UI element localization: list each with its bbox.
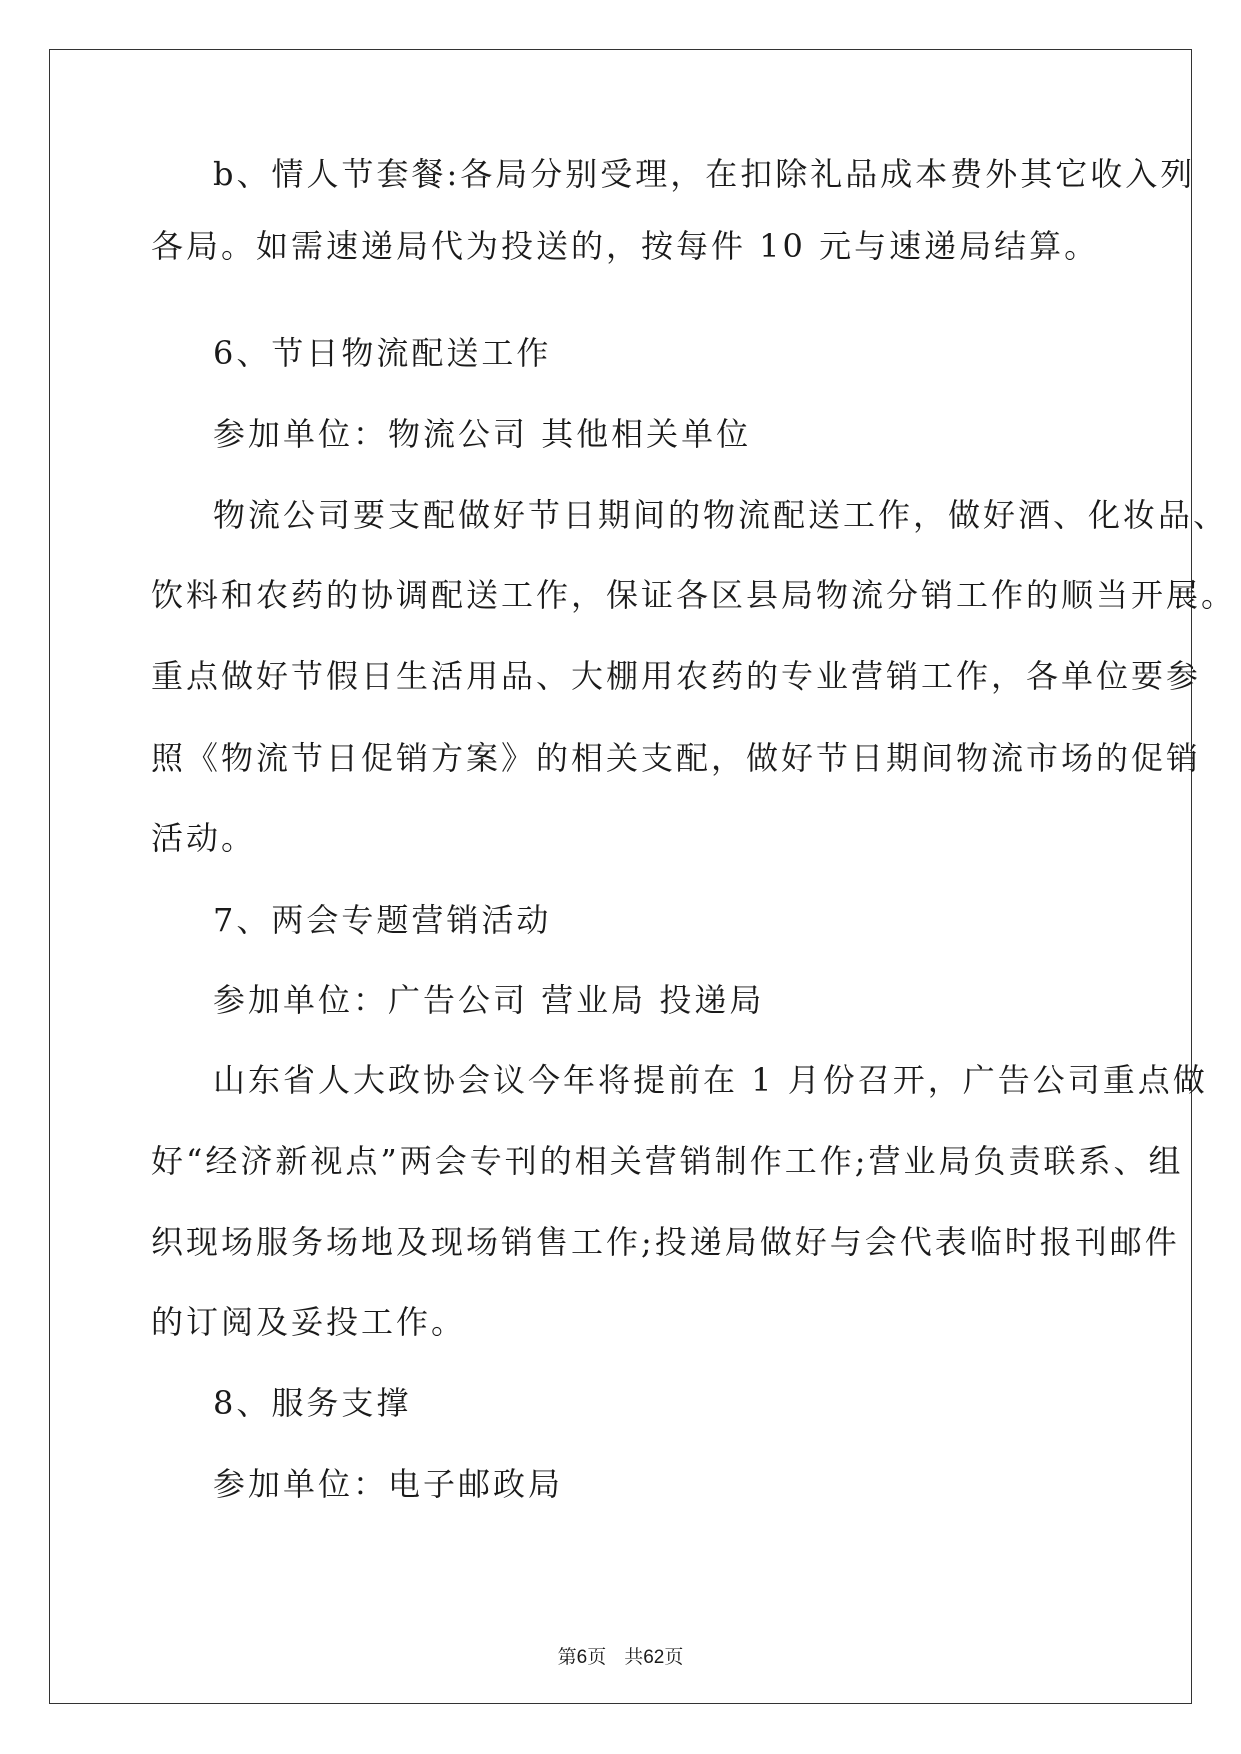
total-prefix: 共 — [624, 1646, 644, 1668]
section-heading: 8、服务支撑 — [213, 1384, 412, 1422]
section-heading: 6、节日物流配送工作 — [213, 334, 552, 372]
section-heading: 7、两会专题营销活动 — [213, 901, 552, 939]
total-suffix: 页 — [664, 1646, 684, 1668]
page-border — [49, 49, 1192, 1704]
participants-line: 参加单位：物流公司 其他相关单位 — [213, 415, 752, 453]
paragraph-line: 好“经济新视点”两会专刊的相关营销制作工作;营业局负责联系、组 — [151, 1142, 1184, 1180]
page-number: 6 — [576, 1647, 588, 1668]
paragraph-line: 重点做好节假日生活用品、大棚用农药的专业营销工作，各单位要参 — [151, 657, 1202, 695]
paragraph-line: 的订阅及妥投工作。 — [151, 1303, 467, 1341]
page-footer — [0, 1645, 1241, 1670]
page-suffix: 页 — [587, 1646, 607, 1668]
total-pages: 62 — [643, 1647, 665, 1668]
page-prefix: 第 — [557, 1646, 577, 1668]
paragraph-line: 物流公司要支配做好节日期间的物流配送工作，做好酒、化妆品、 — [213, 496, 1229, 534]
paragraph-line: b、情人节套餐:各局分别受理，在扣除礼品成本费外其它收入列 — [213, 155, 1196, 193]
paragraph-line: 山东省人大政协会议今年将提前在 1 月份召开，广告公司重点做 — [213, 1061, 1208, 1099]
paragraph-line: 照《物流节日促销方案》的相关支配，做好节日期间物流市场的促销 — [151, 739, 1202, 777]
paragraph-line: 各局。如需速递局代为投送的，按每件 10 元与速递局结算。 — [151, 227, 1100, 265]
paragraph-line: 饮料和农药的协调配送工作，保证各区县局物流分销工作的顺当开展。 — [151, 576, 1237, 614]
participants-line: 参加单位：电子邮政局 — [213, 1465, 564, 1503]
paragraph-line: 织现场服务场地及现场销售工作;投递局做好与会代表临时报刊邮件 — [151, 1223, 1180, 1261]
participants-line: 参加单位：广告公司 营业局 投递局 — [213, 981, 765, 1019]
paragraph-line: 活动。 — [151, 819, 257, 857]
